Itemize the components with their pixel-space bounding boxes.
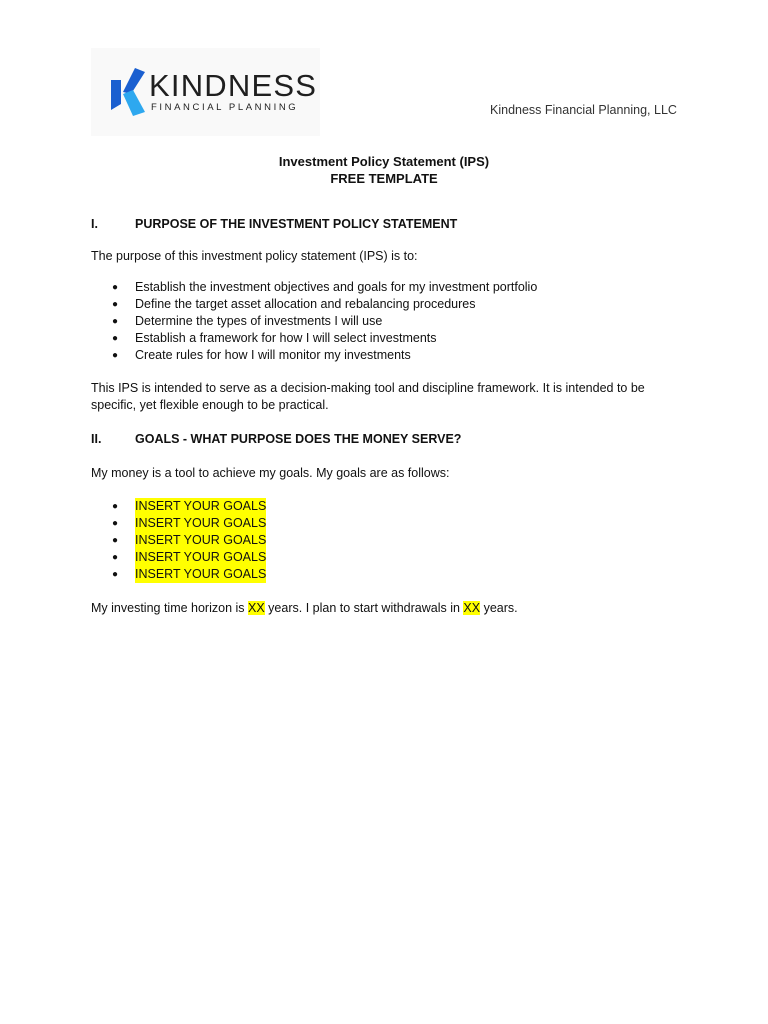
- document-subtitle: FREE TEMPLATE: [330, 171, 438, 186]
- kindness-logo-icon: [109, 66, 147, 118]
- goal-placeholder: INSERT YOUR GOALS: [135, 516, 267, 530]
- section-title: GOALS - WHAT PURPOSE DOES THE MONEY SERVE?: [135, 432, 462, 446]
- section-2-heading: [91, 432, 461, 446]
- section-number: II.: [91, 432, 102, 446]
- goal-placeholder: INSERT YOUR GOALS: [135, 567, 267, 581]
- bullet-icon: ●: [112, 316, 119, 327]
- bullet-icon: ●: [112, 333, 119, 344]
- withdrawal-years-placeholder: XX: [463, 601, 481, 615]
- goal-placeholder: INSERT YOUR GOALS: [135, 533, 267, 547]
- document-title: Investment Policy Statement (IPS): [278, 154, 490, 169]
- bullet-icon: ●: [112, 299, 119, 310]
- section-1-heading: [91, 217, 457, 231]
- section-number: I.: [91, 217, 98, 231]
- logo-name: KINDNESS: [149, 68, 318, 103]
- bullet-icon: ●: [112, 501, 119, 512]
- bullet-icon: ●: [112, 282, 119, 293]
- bullet-icon: ●: [112, 350, 119, 361]
- bullet-icon: ●: [112, 535, 119, 546]
- time-horizon-statement: My investing time horizon is XX years. I plan to start withdrawals in XX years.: [91, 601, 518, 615]
- bullet-icon: ●: [112, 518, 119, 529]
- goal-placeholder: INSERT YOUR GOALS: [135, 499, 267, 513]
- horizon-years-placeholder: XX: [248, 601, 265, 615]
- section-title: PURPOSE OF THE INVESTMENT POLICY STATEMENT: [135, 217, 458, 231]
- company-logo: [91, 48, 320, 136]
- document-page: KINDNESS FINANCIAL PLANNING Kindness Financial Planning, LLC Investment Policy Statement (IPS) FREE TEMPLATE I. PURPOSE OF THE INVESTMENT POLICY STATEMENT The purpose of this investment policy statement (IPS) is to: ● Establish the investment objectives and goals for my investment portfolio ● Define the target asset allocation and rebalancing procedures ● Determine the types of investments I will use ● Establish a framework for how I will select investments ● Create rules for how I will monitor my investments This IPS is intended to serve as a decision-making tool and discipline framework. It is intended to be specific, yet flexible enough to be practical. II. GOALS - WHAT PURPOSE DOES THE MONEY SERVE? My money is a tool to achieve my goals. My goals are as follows: ● INSERT YOUR GOALS ● INSERT YOUR GOALS ● INSERT YOUR GOALS ● INSERT YOUR GOALS ● INSERT YOUR GOALS My investing time horizon is XX years. I plan to start withdrawals in XX years.: [0, 0, 768, 1024]
- logo-tagline: FINANCIAL PLANNING: [151, 102, 299, 113]
- bullet-icon: ●: [112, 569, 119, 580]
- company-name: Kindness Financial Planning, LLC: [490, 103, 677, 117]
- section-2-intro: My money is a tool to achieve my goals. My goals are as follows:: [91, 466, 450, 480]
- bullet-icon: ●: [112, 552, 119, 563]
- goal-placeholder: INSERT YOUR GOALS: [135, 550, 267, 564]
- section-1-closing: This IPS is intended to serve as a decision-making tool and discipline framework. It is intended to be specific, yet flexible enough to be practical.: [91, 381, 645, 412]
- section-1-intro: The purpose of this investment policy statement (IPS) is to:: [91, 249, 418, 263]
